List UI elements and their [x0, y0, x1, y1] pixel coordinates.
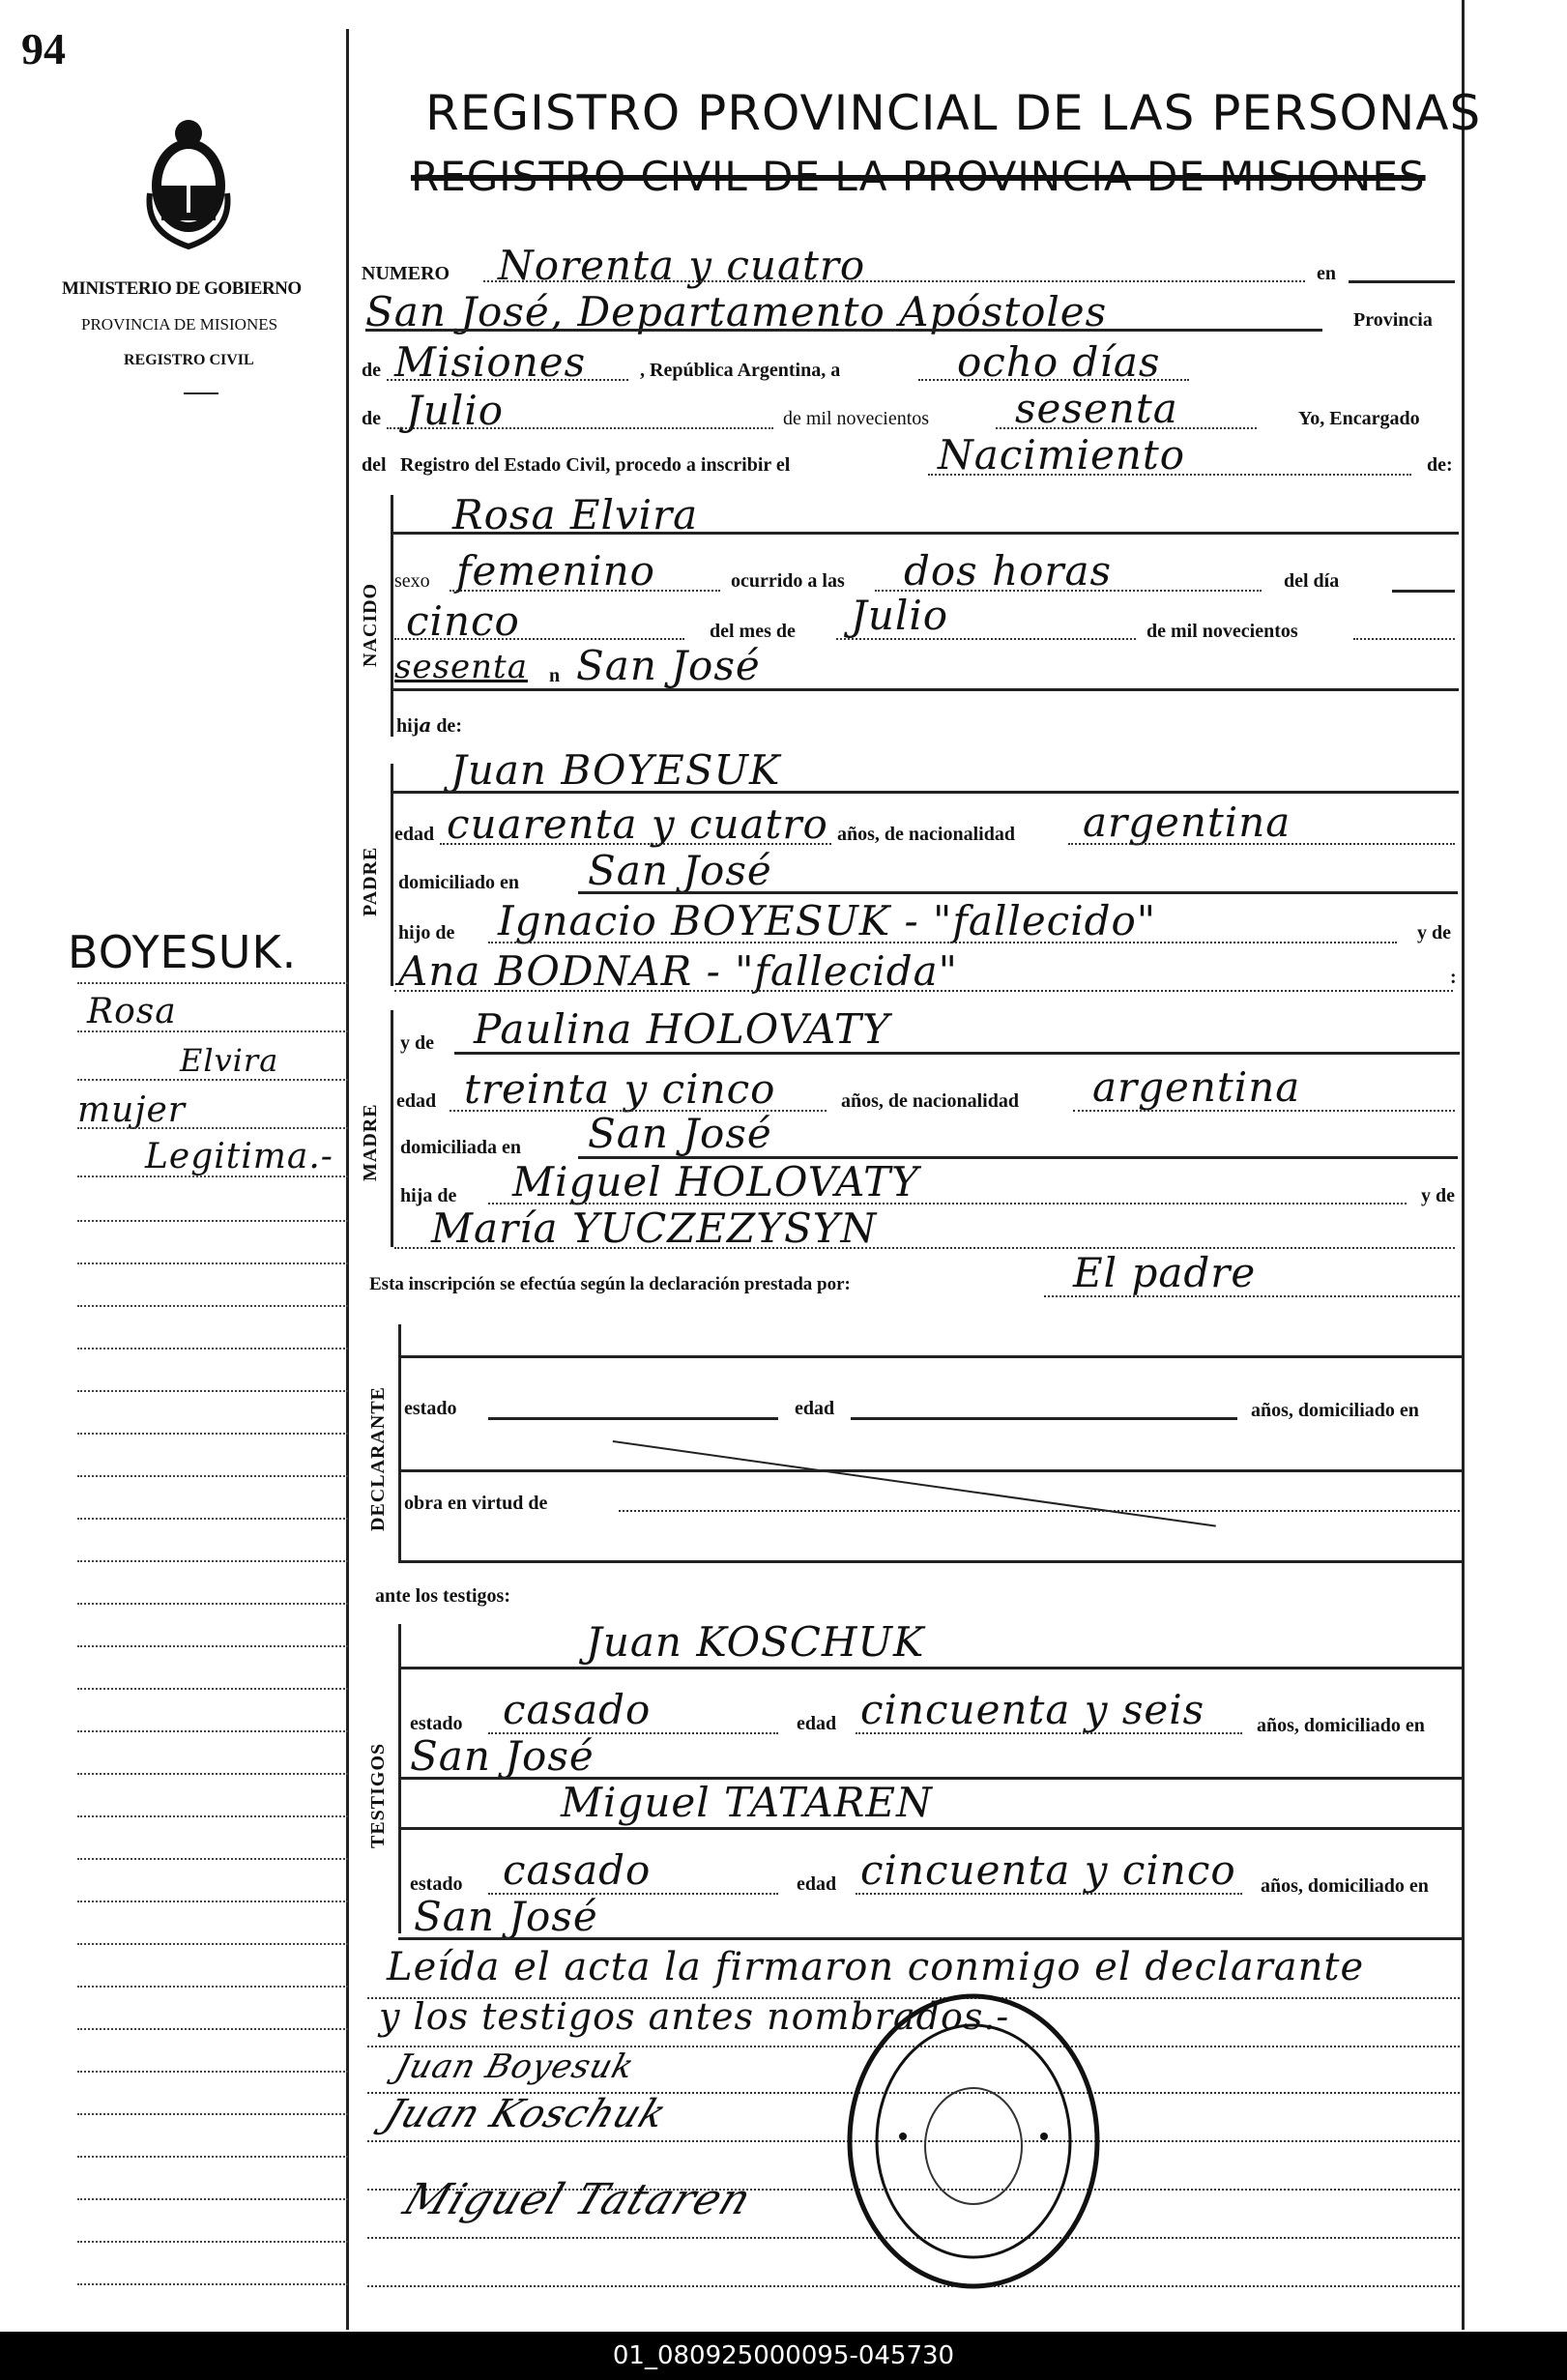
numero-value: Norenta y cuatro — [498, 242, 866, 289]
footer-id: 01_080925000095-045730 — [0, 2332, 1567, 2380]
page-title: REGISTRO PROVINCIAL DE LAS PERSONAS — [425, 85, 1482, 141]
abuela-p-value: Ana BODNAR - "fallecida" — [398, 947, 958, 995]
padre-edad-line — [440, 843, 831, 845]
del-dia-label: del día — [1284, 570, 1340, 592]
anos-dom-label-t1: años, domiciliado en — [1257, 1715, 1425, 1736]
signature-3: Miguel Tataren — [396, 2175, 759, 2224]
margin-rule — [77, 1688, 348, 1690]
nombre-value: Rosa Elvira — [452, 491, 699, 538]
t1-dom-value: San José — [410, 1732, 595, 1780]
t2-edad-line — [856, 1893, 1242, 1895]
margin-rule — [77, 1986, 348, 1988]
madre-nac-value: argentina — [1092, 1063, 1301, 1111]
hija-de-label: de: — [436, 715, 462, 737]
padre-dom-line — [578, 891, 1458, 894]
hijo-de-label: hijo de — [398, 922, 455, 943]
margin-rule — [77, 2156, 348, 2158]
en-line — [1349, 280, 1455, 283]
testigo2-value: Miguel TATAREN — [561, 1779, 933, 1826]
anos-dom-label-d: años, domiciliado en — [1251, 1400, 1419, 1421]
hija-suffix: a — [419, 713, 432, 737]
de-mil-label: de mil novecientos — [783, 408, 930, 429]
mes-line — [387, 427, 773, 429]
margin-rule — [77, 1475, 348, 1477]
sexo-line — [450, 590, 720, 592]
abuelo-p-line — [488, 942, 1397, 943]
de-mil2-line — [1353, 638, 1455, 640]
de-label-2: de — [362, 408, 381, 429]
dias-value: ocho días — [957, 338, 1161, 386]
obra-label: obra en virtud de — [404, 1493, 548, 1514]
margin-rule — [77, 1348, 348, 1350]
numero-label: NUMERO — [362, 263, 450, 284]
edad-line-d — [851, 1417, 1237, 1420]
margin-rule — [77, 1645, 348, 1647]
estado-label-t2: estado — [410, 1873, 463, 1895]
madre-dom-label: domiciliada en — [400, 1137, 522, 1158]
nombre-line — [391, 532, 1459, 535]
estado-label-d: estado — [404, 1398, 457, 1419]
section-declarante: DECLARANTE — [367, 1385, 389, 1531]
margin-rule — [77, 1815, 348, 1817]
padre-nombre-line — [391, 791, 1459, 794]
hija-label: hija de: — [396, 713, 462, 737]
hija-de2-label: hija de — [400, 1185, 457, 1206]
mes-nac-line — [836, 638, 1136, 640]
declarante-line — [1044, 1295, 1460, 1297]
padre-nombre-value: Juan BOYESUK — [450, 746, 781, 794]
y-de-label-1: y de — [1417, 922, 1451, 943]
madre-dom-value: San José — [588, 1110, 772, 1157]
margin-rule — [77, 1901, 348, 1902]
madre-bracket — [391, 1010, 393, 1247]
margin-rule — [77, 1943, 348, 1945]
margin-rule — [77, 1433, 348, 1435]
padre-bracket — [391, 764, 393, 986]
ante-label: ante los testigos: — [375, 1585, 510, 1607]
ministry-line1: MINISTERIO DE GOBIERNO — [62, 278, 302, 299]
estado-label-t1: estado — [410, 1713, 463, 1734]
hora-value: dos horas — [904, 547, 1113, 595]
de-colon-label: de: — [1427, 454, 1453, 476]
section-madre: MADRE — [360, 1103, 381, 1181]
yo-label: Yo, Encargado — [1298, 408, 1420, 429]
ministry-line2: PROVINCIA DE MISIONES — [81, 315, 278, 334]
anio-line — [996, 427, 1257, 429]
testigo1-line — [398, 1667, 1462, 1669]
lugar-nac-value: San José — [576, 642, 761, 689]
margin-rule — [77, 2113, 348, 2115]
margin-name-2: Elvira — [180, 1042, 279, 1079]
margin-rule — [77, 1773, 348, 1775]
padre-nac-value: argentina — [1083, 798, 1291, 846]
sexo-label: sexo — [394, 570, 430, 592]
padre-edad-value: cuarenta y cuatro — [447, 800, 828, 848]
del-label: del — [362, 454, 387, 476]
del-mes-label: del mes de — [710, 621, 796, 642]
madre-nac-line — [1073, 1110, 1455, 1112]
t1-edad-line — [856, 1732, 1242, 1734]
en-label: en — [1317, 263, 1336, 284]
padre-dom-label: domiciliado en — [398, 872, 520, 893]
t1-edad-value: cincuenta y seis — [860, 1686, 1205, 1733]
margin-status: Legitima.- — [145, 1137, 334, 1176]
provincia-value: Misiones — [394, 338, 587, 386]
margin-rule — [77, 1730, 348, 1732]
de-mil2-label: de mil novecientos — [1146, 621, 1298, 642]
coat-of-arms-icon — [140, 116, 237, 251]
margin-rule — [77, 2071, 348, 2073]
page-number: 94 — [21, 24, 66, 73]
madre-nac-label: años, de nacionalidad — [841, 1090, 1019, 1112]
edad-label-d: edad — [795, 1398, 835, 1419]
closing-line-1: Leída el acta la firmaron conmigo el declarante — [387, 1945, 1365, 1989]
provincia-line — [387, 379, 628, 381]
ocurrido-label: ocurrido a las — [731, 570, 845, 592]
t2-dom-line — [398, 1937, 1462, 1940]
margin-name-1: Rosa — [87, 992, 177, 1031]
numero-line — [483, 280, 1305, 282]
margin-rule — [77, 1518, 348, 1520]
de-label-1: de — [362, 360, 381, 381]
abuela-m-value: María YUCZEZYSYN — [431, 1205, 878, 1252]
declarante-line-3 — [398, 1560, 1462, 1563]
struck-title: REGISTRO CIVIL DE LA PROVINCIA DE MISIONES — [411, 153, 1426, 200]
t2-dom-value: San José — [414, 1893, 598, 1940]
margin-rule — [77, 982, 348, 984]
section-nacido: NACIDO — [360, 582, 381, 667]
obra-line — [619, 1510, 1460, 1512]
y-de-label-2: y de — [400, 1032, 434, 1054]
signature-2: Juan Koschuk — [378, 2092, 674, 2136]
official-seal-icon — [845, 1991, 1102, 2291]
declarante-line-1 — [398, 1355, 1462, 1358]
madre-edad-value: treinta y cinco — [464, 1065, 776, 1113]
colon-label: : — [1450, 967, 1457, 988]
margin-rule — [77, 1263, 348, 1264]
tipo-line — [928, 474, 1411, 476]
del-dia-line — [1392, 590, 1455, 593]
abuela-m-line — [394, 1247, 1455, 1249]
n-label: n — [549, 665, 561, 686]
margin-rule — [77, 2241, 348, 2243]
t2-estado-value: casado — [503, 1846, 652, 1894]
section-testigos: TESTIGOS — [367, 1742, 389, 1848]
madre-edad-label: edad — [396, 1090, 437, 1112]
testigo1-value: Juan KOSCHUK — [586, 1618, 925, 1666]
estado-line-d — [488, 1417, 778, 1420]
padre-dom-value: San José — [588, 847, 772, 894]
republica-label: , República Argentina, a — [640, 360, 841, 381]
anio-value: sesenta — [1015, 385, 1178, 432]
margin-rule — [77, 1079, 348, 1081]
padre-edad-label: edad — [394, 824, 435, 845]
tipo-value: Nacimiento — [938, 431, 1186, 479]
provincia-label: Provincia — [1353, 309, 1433, 331]
registro-label: Registro del Estado Civil, procedo a inscribir el — [400, 454, 791, 476]
margin-rule — [77, 1127, 348, 1129]
margin-rule — [77, 1560, 348, 1562]
declarante-value: El padre — [1073, 1249, 1257, 1296]
margin-rule — [77, 2283, 348, 2285]
mes-nac-value: Julio — [851, 592, 949, 639]
t2-edad-value: cincuenta y cinco — [860, 1846, 1236, 1894]
declarante-line-2 — [398, 1469, 1462, 1472]
signature-1: Juan Boyesuk — [391, 2047, 639, 2086]
testigo2-line — [398, 1827, 1462, 1830]
edad-label-t1: edad — [797, 1713, 837, 1734]
left-border-line — [346, 29, 349, 2330]
margin-rule — [77, 1220, 348, 1222]
abuelo-m-value: Miguel HOLOVATY — [512, 1158, 919, 1205]
margin-rule — [77, 1603, 348, 1605]
dia-line — [394, 638, 684, 640]
margin-rule — [77, 1858, 348, 1860]
margin-rule — [77, 1305, 348, 1307]
sexo-value: femenino — [456, 547, 655, 595]
padre-nac-label: años, de nacionalidad — [837, 824, 1015, 845]
margin-rule — [77, 1390, 348, 1392]
y-de-label-3: y de — [1421, 1185, 1455, 1206]
ministry-divider — [184, 392, 218, 394]
anos-dom-label-t2: años, domiciliado en — [1261, 1875, 1429, 1897]
right-border-line — [1462, 0, 1465, 2330]
ministry-line3: REGISTRO CIVIL — [124, 352, 254, 368]
margin-gender: mujer — [77, 1090, 186, 1130]
inscripcion-label: Esta inscripción se efectúa según la declaración prestada por: — [369, 1274, 851, 1294]
localidad-line — [365, 329, 1322, 332]
declarante-bracket — [398, 1324, 401, 1562]
t1-estado-value: casado — [503, 1686, 652, 1733]
section-padre: PADRE — [360, 846, 381, 916]
lugar-nac-line — [391, 688, 1459, 691]
margin-rule — [77, 1175, 348, 1177]
abuelo-p-value: Ignacio BOYESUK - "fallecido" — [498, 897, 1157, 944]
padre-nac-line — [1068, 843, 1455, 845]
madre-nombre-line — [454, 1052, 1460, 1055]
margin-surname: BOYESUK. — [68, 926, 298, 978]
margin-rule — [77, 2028, 348, 2030]
margin-rule — [77, 1030, 348, 1032]
dias-line — [918, 379, 1189, 381]
anio-nac-value: sesenta — [394, 648, 528, 686]
edad-label-t2: edad — [797, 1873, 837, 1895]
margin-rule — [77, 2198, 348, 2200]
cross-out-line — [613, 1440, 1216, 1527]
abuela-p-line — [394, 990, 1453, 992]
closing-line-2: y los testigos antes nombrados.- — [379, 1995, 1010, 2038]
localidad-value: San José, Departamento Apóstoles — [365, 288, 1108, 335]
dia-value: cinco — [406, 597, 520, 645]
madre-nombre-value: Paulina HOLOVATY — [474, 1005, 890, 1053]
mes-value: Julio — [406, 387, 505, 434]
